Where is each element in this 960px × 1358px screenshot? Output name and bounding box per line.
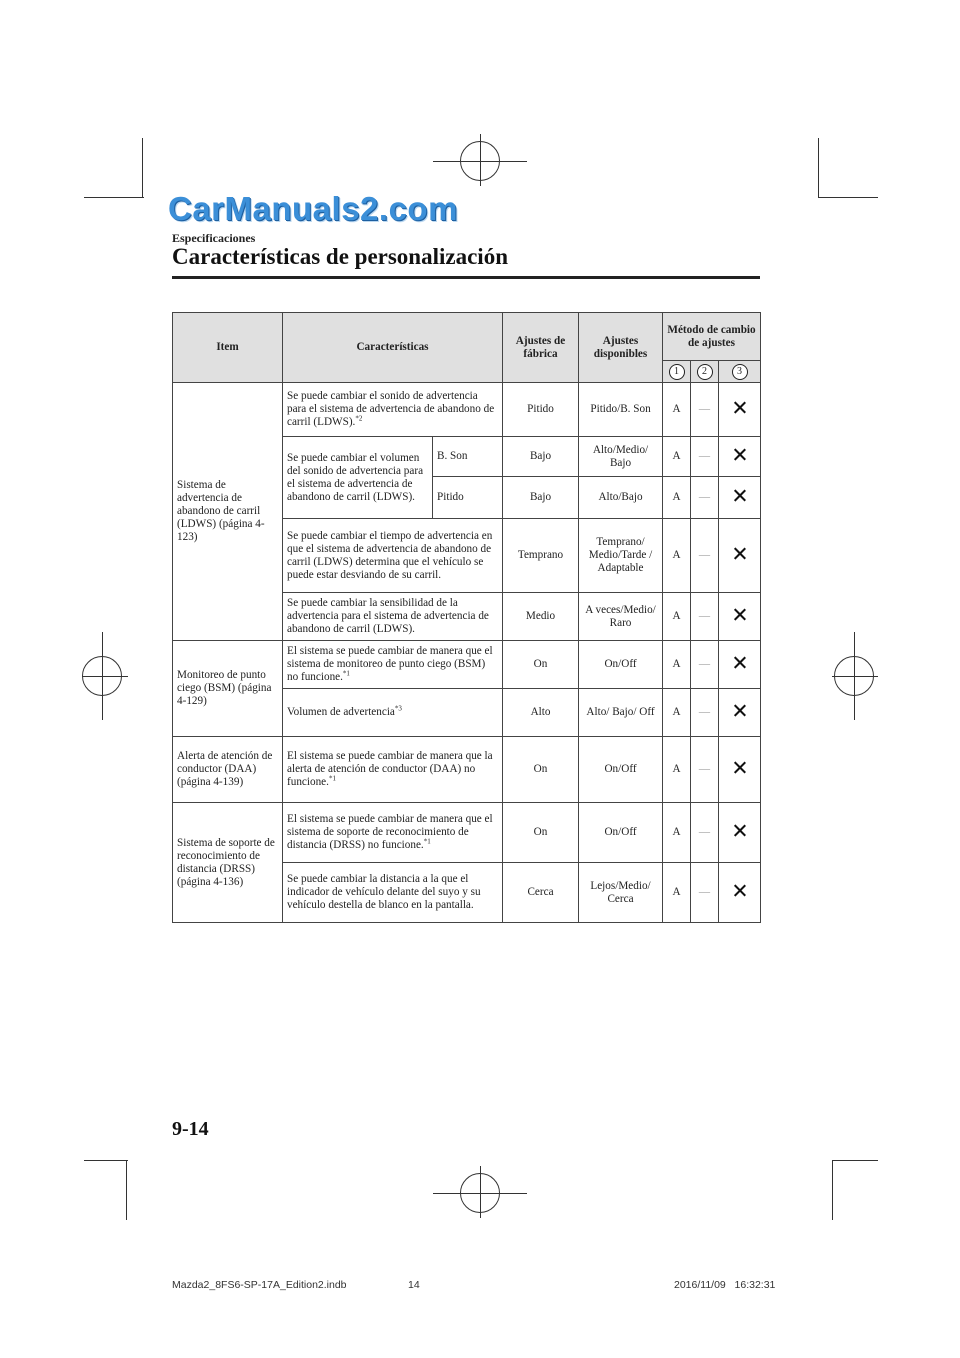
feature-text: Se puede cambiar la sensibilidad de la advertencia para el sistema de advertencia de abandono de carril (LDWS). bbox=[283, 593, 503, 641]
customization-table bbox=[172, 312, 761, 923]
feature-text: El sistema se puede cambiar de manera que la alerta de atención de conductor (DAA) no funcione. bbox=[287, 750, 493, 788]
method-1-value: A bbox=[663, 641, 691, 689]
factory-value: On bbox=[503, 803, 579, 863]
registration-line bbox=[854, 632, 855, 720]
method-1-value: A bbox=[663, 803, 691, 863]
method-1-value: A bbox=[663, 863, 691, 923]
crop-mark bbox=[818, 138, 819, 198]
method-1-value: A bbox=[663, 593, 691, 641]
factory-value: Alto bbox=[503, 689, 579, 737]
method-2-value: — bbox=[691, 477, 719, 519]
method-1-value: A bbox=[663, 477, 691, 519]
footer-timestamp: 2016/11/09 16:32:31 bbox=[674, 1279, 776, 1291]
sub-option: B. Son bbox=[433, 437, 503, 477]
feature-text: Se puede cambiar la distancia a la que el indicador de vehículo delante del suyo y su vehículo destella de blanco en la pantalla. bbox=[283, 863, 503, 923]
method-1-value: A bbox=[663, 437, 691, 477]
feature-text: El sistema se puede cambiar de manera que el sistema de monitoreo de punto ciego (BSM) no funcione. bbox=[287, 645, 493, 683]
header-method: Método de cambio de ajustes bbox=[663, 313, 761, 361]
factory-value: Temprano bbox=[503, 519, 579, 593]
method-2-value: — bbox=[691, 803, 719, 863]
watermark-logo[interactable]: CarManuals2.com bbox=[168, 190, 458, 227]
available-value: A veces/Medio/ Raro bbox=[579, 593, 663, 641]
not-available-icon bbox=[733, 608, 746, 621]
header-features: Características bbox=[283, 313, 503, 383]
title-rule bbox=[172, 276, 760, 279]
crop-mark bbox=[832, 1160, 833, 1220]
method-2-value: — bbox=[691, 737, 719, 803]
table-row bbox=[173, 803, 761, 863]
crop-mark bbox=[142, 138, 143, 198]
method-3-icon: 3 bbox=[732, 364, 748, 380]
registration-line bbox=[82, 676, 128, 677]
available-value: On/Off bbox=[579, 803, 663, 863]
method-2-value: — bbox=[691, 519, 719, 593]
available-value: Alto/Medio/ Bajo bbox=[579, 437, 663, 477]
sub-option: Pitido bbox=[433, 477, 503, 519]
factory-value: Bajo bbox=[503, 437, 579, 477]
table-row bbox=[173, 383, 761, 437]
method-2-value: — bbox=[691, 641, 719, 689]
item-cell: Sistema de soporte de reconocimiento de distancia (DRSS) (página 4-136) bbox=[173, 803, 283, 923]
item-cell: Sistema de advertencia de abandono de carril (LDWS) (página 4-123) bbox=[173, 383, 283, 641]
header-factory: Ajustes de fábrica bbox=[503, 313, 579, 383]
registration-line bbox=[102, 632, 103, 720]
crop-mark bbox=[84, 1160, 128, 1161]
method-2-value: — bbox=[691, 437, 719, 477]
method-1-icon: 1 bbox=[669, 364, 685, 380]
header-available: Ajustes disponibles bbox=[579, 313, 663, 383]
factory-value: Bajo bbox=[503, 477, 579, 519]
footnote-ref: *1 bbox=[423, 837, 431, 846]
factory-value: Pitido bbox=[503, 383, 579, 437]
feature-text: Se puede cambiar el tiempo de advertencia en que el sistema de advertencia de abandono de carril (LDWS) determina que el vehículo se puede estar desviando de su carril. bbox=[283, 519, 503, 593]
not-available-icon bbox=[733, 884, 746, 897]
crop-mark bbox=[126, 1160, 127, 1220]
footnote-ref: *2 bbox=[355, 414, 363, 423]
available-value: On/Off bbox=[579, 641, 663, 689]
footer-page: 14 bbox=[408, 1279, 420, 1291]
footnote-ref: *1 bbox=[342, 669, 350, 678]
factory-value: Cerca bbox=[503, 863, 579, 923]
method-1-value: A bbox=[663, 383, 691, 437]
not-available-icon bbox=[733, 489, 746, 502]
not-available-icon bbox=[733, 761, 746, 774]
method-2-value: — bbox=[691, 383, 719, 437]
crop-mark bbox=[832, 1160, 878, 1161]
table-row bbox=[173, 737, 761, 803]
not-available-icon bbox=[733, 824, 746, 837]
footer-filename: Mazda2_8FS6-SP-17A_Edition2.indb bbox=[172, 1279, 347, 1291]
feature-text: El sistema se puede cambiar de manera que el sistema de soporte de reconocimiento de distancia (DRSS) no funcione. bbox=[287, 813, 493, 851]
header-item: Item bbox=[173, 313, 283, 383]
method-1-value: A bbox=[663, 737, 691, 803]
table-row bbox=[173, 641, 761, 689]
factory-value: On bbox=[503, 641, 579, 689]
available-value: Lejos/Medio/ Cerca bbox=[579, 863, 663, 923]
page-title: Características de personalización bbox=[172, 244, 508, 269]
available-value: Temprano/ Medio/Tarde / Adaptable bbox=[579, 519, 663, 593]
feature-text: Se puede cambiar el sonido de advertencia para el sistema de advertencia de abandono de carril (LDWS). bbox=[287, 390, 495, 428]
page-number: 9-14 bbox=[172, 1118, 209, 1140]
method-1-value: A bbox=[663, 519, 691, 593]
method-2-value: — bbox=[691, 863, 719, 923]
available-value: Pitido/B. Son bbox=[579, 383, 663, 437]
feature-text: Volumen de advertencia bbox=[287, 706, 395, 718]
available-value: On/Off bbox=[579, 737, 663, 803]
footnote-ref: *1 bbox=[328, 774, 336, 783]
section-label: Especificaciones bbox=[172, 231, 256, 245]
registration-line bbox=[480, 134, 481, 186]
feature-text: Se puede cambiar el volumen del sonido de advertencia para el sistema de advertencia de abandono de carril (LDWS). bbox=[283, 437, 433, 519]
not-available-icon bbox=[733, 448, 746, 461]
crop-mark bbox=[84, 197, 144, 198]
method-2-icon: 2 bbox=[697, 364, 713, 380]
not-available-icon bbox=[733, 547, 746, 560]
item-cell: Monitoreo de punto ciego (BSM) (página 4-129) bbox=[173, 641, 283, 737]
registration-line bbox=[480, 1166, 481, 1218]
available-value: Alto/ Bajo/ Off bbox=[579, 689, 663, 737]
available-value: Alto/Bajo bbox=[579, 477, 663, 519]
item-cell: Alerta de atención de conductor (DAA) (página 4-139) bbox=[173, 737, 283, 803]
not-available-icon bbox=[733, 656, 746, 669]
method-1-value: A bbox=[663, 689, 691, 737]
factory-value: Medio bbox=[503, 593, 579, 641]
method-2-value: — bbox=[691, 593, 719, 641]
method-2-value: — bbox=[691, 689, 719, 737]
footnote-ref: *3 bbox=[394, 704, 402, 713]
not-available-icon bbox=[733, 401, 746, 414]
factory-value: On bbox=[503, 737, 579, 803]
crop-mark bbox=[818, 197, 878, 198]
not-available-icon bbox=[733, 704, 746, 717]
